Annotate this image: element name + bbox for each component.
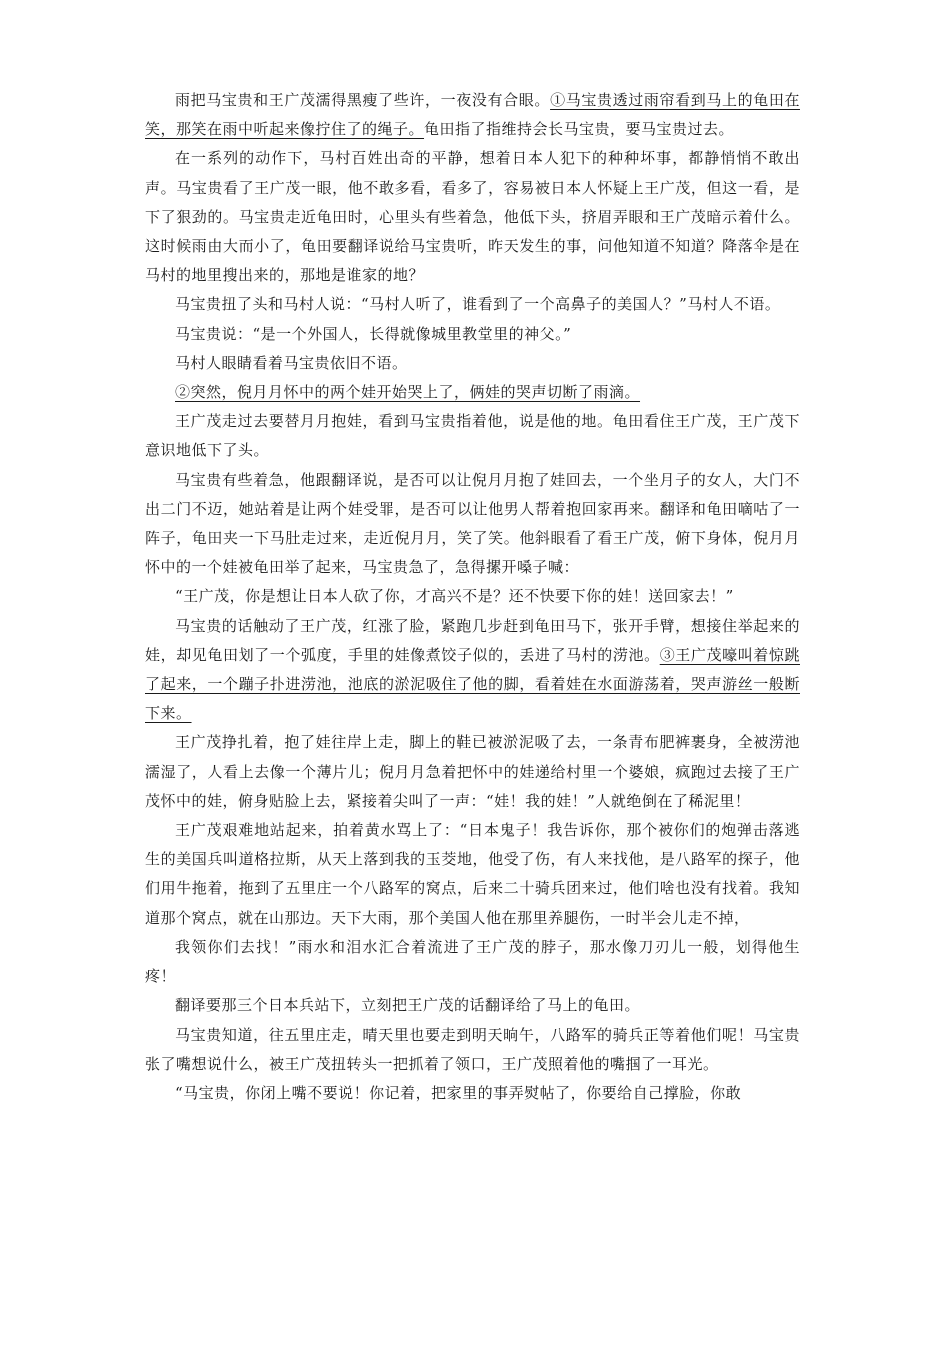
paragraph-8 <box>145 466 800 583</box>
paragraph-14-text: 翻译要那三个日本兵站下，立刻把王广茂的话翻译给了马上的龟田。 <box>175 996 641 1015</box>
paragraph-13-text: 我领你们去找！”雨水和泪水汇合着流进了王广茂的脖子，那水像刀刃儿一般，划得他生疼！ <box>145 937 800 986</box>
paragraph-1-tail: 龟田指了指维持会长马宝贵，要马宝贵过去。 <box>424 120 735 139</box>
paragraph-16 <box>145 1079 800 1108</box>
paragraph-9 <box>145 582 800 611</box>
underlined-sentence-2: ②突然，倪月月怀中的两个娃开始哭上了，俩娃的哭声切断了雨滴。 <box>175 383 641 402</box>
paragraph-15-text: 马宝贵知道，往五里庄走，晴天里也要走到明天晌午，八路军的骑兵正等着他们呢！马宝贵张了嘴想说什么，被王广茂扭转头一把抓着了领口，王广茂照着他的嘴掴了一耳光。 <box>145 1025 800 1073</box>
paragraph-3-text: 马宝贵扭了头和马村人说：“马村人听了，谁看到了一个高鼻子的美国人？”马村人不语。 <box>175 295 781 314</box>
underlined-sentence-3: ③王广茂嚎叫着惊跳了起来，一个蹦子扑进涝池，池底的淤泥吸住了他的脚，看着娃在水面游荡着，哭声游丝一般断下来。 <box>145 645 800 723</box>
underlined-sentence-1: ①马宝贵透过雨帘看到马上的龟田在笑，那笑在雨中听起来像拧住了的绳子。 <box>145 91 800 139</box>
paragraph-9-text: “王广茂，你是想让日本人砍了你，才高兴不是？还不快要下你的娃！送回家去！” <box>175 587 734 606</box>
document-page <box>145 86 800 1108</box>
paragraph-16-text: “马宝贵，你闭上嘴不要说！你记着，把家里的事弄熨帖了，你要给自己撑脸，你敢 <box>175 1083 742 1102</box>
paragraph-1 <box>145 86 800 144</box>
paragraph-14 <box>145 991 800 1020</box>
paragraph-11 <box>145 728 800 816</box>
paragraph-11-text: 王广茂挣扎着，抱了娃往岸上走，脚上的鞋已被淤泥吸了去，一条青布肥裤裹身，全被涝池濡湿了，人看上去像一个薄片儿；倪月月急着把怀中的娃递给村里一个婆娘，疯跑过去接了王广茂怀中的娃，俯身贴脸上去，紧接着尖叫了一声：“娃！我的娃！”人就绝倒在了稀泥里！ <box>145 733 800 810</box>
paragraph-1-text: 雨把马宝贵和王广茂濡得黑瘦了些许，一夜没有合眼。 <box>175 91 551 109</box>
paragraph-7 <box>145 407 800 465</box>
paragraph-7-text: 王广茂走过去要替月月抱娃，看到马宝贵指着他，说是他的地。龟田看住王广茂，王广茂下意识地低下了头。 <box>145 412 800 460</box>
paragraph-4-text: 马宝贵说：“是一个外国人，长得就像城里教堂里的神父。” <box>175 324 572 343</box>
paragraph-8-text: 马宝贵有些着急，他跟翻译说，是否可以让倪月月抱了娃回去，一个坐月子的女人，大门不出二门不迈，她站着是让两个娃受罪，是否可以让他男人帮着抱回家再来。翻译和龟田嘀咕了一阵子，龟田夹一下马肚走过来，走近倪月月，笑了笑。他斜眼看了看王广茂，俯下身体，倪月月怀中的一个娃被龟田举了起来，马宝贵急了，急得摞开嗓子喊： <box>145 470 800 577</box>
paragraph-13 <box>145 933 800 991</box>
paragraph-2-text: 在一系列的动作下，马村百姓出奇的平静，想着日本人犯下的种种坏事，都静悄悄不敢出声。马宝贵看了王广茂一眼，他不敢多看，看多了，容易被日本人怀疑上王广茂，但这一看，是下了狠劲的。马宝贵走近龟田时，心里头有些着急，他低下头，挤眉弄眼和王广茂暗示着什么。这时候雨由大而小了，龟田要翻译说给马宝贵听，昨天发生的事，问他知道不知道？降落伞是在马村的地里搜出来的，那地是谁家的地？ <box>145 149 800 285</box>
paragraph-4 <box>145 320 800 349</box>
paragraph-5 <box>145 349 800 378</box>
paragraph-12 <box>145 816 800 933</box>
paragraph-10-text: 马宝贵的话触动了王广茂，红涨了脸，紧跑几步赶到龟田马下，张开手臂，想接住举起来的娃，却见龟田划了一个弧度，手里的娃像煮饺子似的，丢进了马村的涝池。 <box>145 616 800 664</box>
paragraph-3 <box>145 290 800 319</box>
paragraph-12-text: 王广茂艰难地站起来，拍着黄水骂上了：“日本鬼子！我告诉你，那个被你们的炮弹击落逃生的美国兵叫道格拉斯，从天上落到我的玉茭地，他受了伤，有人来找他，是八路军的探子，他们用牛拖着，拖到了五里庄一个八路军的窝点，后来二十骑兵团来过，他们啥也没有找着。我知道那个窝点，就在山那边。天下大雨，那个美国人他在那里养腿伤，一时半会儿走不掉， <box>145 821 800 927</box>
paragraph-2 <box>145 144 800 290</box>
paragraph-6 <box>145 378 800 407</box>
paragraph-15 <box>145 1021 800 1079</box>
paragraph-5-text: 马村人眼睛看着马宝贵依旧不语。 <box>175 353 408 372</box>
paragraph-10 <box>145 612 800 729</box>
